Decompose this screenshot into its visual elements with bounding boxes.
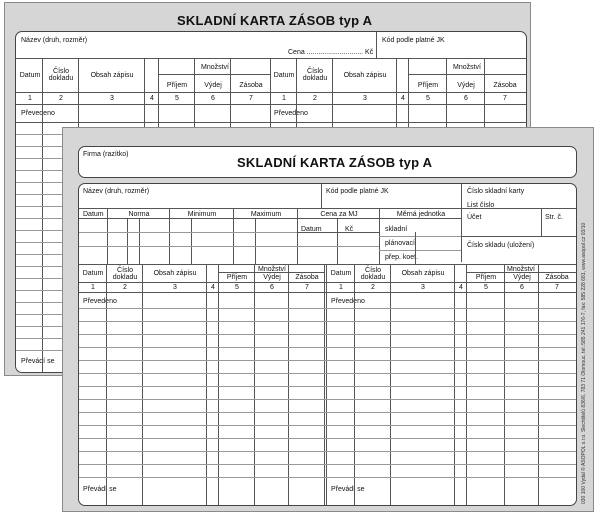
- back-col-obsah-r: Obsah zápisu: [343, 72, 387, 79]
- front-num: 4: [459, 284, 463, 291]
- front-num: 3: [421, 284, 425, 291]
- front-col-obsah-r: Obsah zápisu: [401, 270, 445, 277]
- back-col-obsah: Obsah zápisu: [90, 72, 134, 79]
- norma-sub-rule: [337, 218, 338, 264]
- front-form-sheet: [62, 127, 594, 512]
- back-num: 2: [59, 95, 63, 102]
- front-row-rule: [79, 399, 576, 400]
- jednotka-row-rule: [379, 250, 461, 251]
- front-cena-mj: Cena za MJ: [320, 211, 358, 218]
- back-col-datum-r: Datum: [273, 72, 295, 79]
- front-row-rule: [79, 412, 576, 413]
- back-num: 1: [282, 95, 286, 102]
- front-mnozstvi-rule: [218, 272, 324, 273]
- front-column-rule: [390, 264, 391, 505]
- front-cislo-karty-label: Číslo skladní karty: [467, 188, 525, 195]
- back-num: 6: [211, 95, 215, 102]
- front-merna-jednotka: Měrná jednotka: [396, 211, 446, 218]
- front-column-rule: [354, 264, 355, 505]
- back-num: 6: [464, 95, 468, 102]
- back-col-zasoba: Zásoba: [239, 82, 263, 89]
- front-col-mnozstvi: Množství: [257, 266, 286, 273]
- front-column-rule: [538, 264, 539, 505]
- back-col-prijem: Příjem: [166, 82, 188, 89]
- back-num: 2: [313, 95, 317, 102]
- back-num: 4: [401, 95, 405, 102]
- front-nazev-label: Název (druh, rozměr): [83, 188, 150, 195]
- back-form-title: SKLADNÍ KARTA ZÁSOB typ A: [177, 13, 373, 28]
- front-row-rule: [79, 373, 576, 374]
- front-title-card: [78, 146, 577, 178]
- front-row-rule: [79, 308, 576, 309]
- front-column-rule: [206, 264, 207, 505]
- front-row-rule: [79, 464, 576, 465]
- front-prevedeno-right: Převedeno: [331, 298, 365, 305]
- back-num: 5: [426, 95, 430, 102]
- back-cena-label: Cena ............................. Kč: [288, 49, 374, 56]
- back-prevadi-se: Převádí se: [21, 358, 55, 365]
- front-str-label: Str. č.: [545, 214, 563, 221]
- front-num: 3: [173, 284, 177, 291]
- back-col-prijem-r: Příjem: [417, 82, 439, 89]
- front-form-card: [78, 183, 577, 506]
- front-num: 7: [305, 284, 309, 291]
- front-column-rule: [106, 264, 107, 505]
- front-col-prijem-r: Příjem: [475, 274, 497, 281]
- front-num: 2: [371, 284, 375, 291]
- norma-column-rule: [107, 208, 108, 264]
- front-kod-label: Kód podle platné JK: [326, 188, 389, 195]
- front-cislo-skladu-label: Číslo skladu (uložení): [467, 242, 535, 249]
- front-jednotka-planovaci: plánovací: [385, 240, 415, 247]
- front-col-vydej: Výdej: [263, 274, 281, 281]
- back-nazev-label: Název (druh, rozměr): [21, 37, 88, 44]
- front-num: 7: [555, 284, 559, 291]
- back-num: 3: [110, 95, 114, 102]
- norma-sub-rule: [139, 218, 140, 264]
- norma-column-rule: [233, 208, 234, 264]
- front-col-obsah: Obsah zápisu: [153, 270, 197, 277]
- front-row-rule: [79, 425, 576, 426]
- back-column-rule: [42, 58, 43, 372]
- norma-column-rule: [169, 208, 170, 264]
- front-norma-datum: Datum: [83, 211, 104, 218]
- front-ucet-label: Účet: [467, 214, 482, 221]
- jednotka-row-rule: [379, 236, 461, 237]
- front-cena-kc: Kč: [345, 226, 354, 233]
- front-column-rule: [326, 264, 327, 505]
- front-num: 2: [123, 284, 127, 291]
- back-prevedeno-right: Převedeno: [274, 110, 308, 117]
- front-num: 6: [520, 284, 524, 291]
- front-jednotka-skladni: skladní: [385, 226, 408, 233]
- front-cena-datum: Datum: [301, 226, 322, 233]
- front-row-rule: [79, 477, 576, 478]
- front-jednotka-koef: přep. koef.: [385, 254, 419, 261]
- front-col-vydej-r: Výdej: [513, 274, 531, 281]
- front-column-rule: [466, 264, 467, 505]
- front-row-rule: [79, 451, 576, 452]
- front-row-rule: [79, 334, 576, 335]
- front-column-rule: [254, 264, 255, 505]
- norma-sub-rule: [255, 218, 256, 264]
- front-list-cislo-label: List číslo: [467, 202, 495, 209]
- back-mnozstvi-rule: [158, 74, 270, 75]
- front-minimum: Minimum: [187, 211, 217, 218]
- front-row-rule: [79, 321, 576, 322]
- back-num: 7: [249, 95, 253, 102]
- back-col-doklad-r: Číslo dokladu: [302, 68, 328, 83]
- back-num: 1: [28, 95, 32, 102]
- back-num: 4: [150, 95, 154, 102]
- front-col-prijem: Příjem: [226, 274, 248, 281]
- front-prevadi-se-left: Převádí se: [83, 486, 117, 493]
- back-col-doklad: Číslo dokladu: [48, 68, 74, 83]
- back-prevedeno-left: Převedeno: [21, 110, 55, 117]
- norma-row-rule: [79, 246, 379, 247]
- front-num: 5: [484, 284, 488, 291]
- front-num: 1: [339, 284, 343, 291]
- front-col-doklad-r: Číslo dokladu: [360, 267, 386, 282]
- front-row-rule: [79, 360, 576, 361]
- back-kod-label: Kód podle platné JK: [382, 37, 445, 44]
- front-col-zasoba: Zásoba: [295, 274, 319, 281]
- front-column-rule: [142, 264, 143, 505]
- norma-column-rule: [297, 208, 298, 264]
- front-maximum: Maximum: [250, 211, 282, 218]
- front-num: 4: [211, 284, 215, 291]
- back-col-mnozstvi-r: Množství: [452, 64, 481, 71]
- front-column-rule: [504, 264, 505, 505]
- front-num: 5: [235, 284, 239, 291]
- norma-row-rule: [297, 232, 379, 233]
- front-column-rule: [218, 264, 219, 505]
- publisher-side-text: 030 100 Vydal © ASOPOL s.r.o. Slechtitelů 836/6, 783 71 Olomouc, tel.:585 241 176-7, fax: 585 228 681, www.asopol.cz 03/10: [581, 222, 587, 504]
- front-row-rule: [79, 347, 576, 348]
- front-column-rule: [454, 264, 455, 505]
- norma-sub-rule: [127, 218, 128, 264]
- back-col-vydej: Výdej: [204, 82, 222, 89]
- front-firma-label: Firma (razítko): [83, 151, 129, 158]
- front-row-rule: [79, 438, 576, 439]
- front-num: 1: [91, 284, 95, 291]
- front-num: 6: [270, 284, 274, 291]
- front-col-zasoba-r: Zásoba: [545, 274, 569, 281]
- back-num: 3: [363, 95, 367, 102]
- back-mnozstvi-rule: [408, 74, 526, 75]
- front-row-rule: [79, 386, 576, 387]
- front-prevadi-se-right: Převádí se: [331, 486, 365, 493]
- norma-sub-rule: [191, 218, 192, 264]
- front-column-rule: [288, 264, 289, 505]
- front-col-mnozstvi-r: Množství: [506, 266, 535, 273]
- back-num: 5: [175, 95, 179, 102]
- jednotka-value-rule: [415, 232, 416, 264]
- back-col-mnozstvi: Množství: [200, 64, 229, 71]
- front-col-datum: Datum: [82, 270, 104, 277]
- front-form-title: SKLADNÍ KARTA ZÁSOB typ A: [237, 155, 433, 170]
- front-col-doklad: Číslo dokladu: [112, 267, 138, 282]
- front-prevedeno-left: Převedeno: [83, 298, 117, 305]
- back-num: 7: [503, 95, 507, 102]
- back-col-zasoba-r: Zásoba: [493, 82, 517, 89]
- front-norma: Norma: [128, 211, 150, 218]
- front-column-rule: [324, 264, 325, 505]
- back-col-vydej-r: Výdej: [457, 82, 475, 89]
- front-col-datum-r: Datum: [330, 270, 352, 277]
- back-col-datum: Datum: [19, 72, 41, 79]
- front-mnozstvi-rule: [466, 272, 576, 273]
